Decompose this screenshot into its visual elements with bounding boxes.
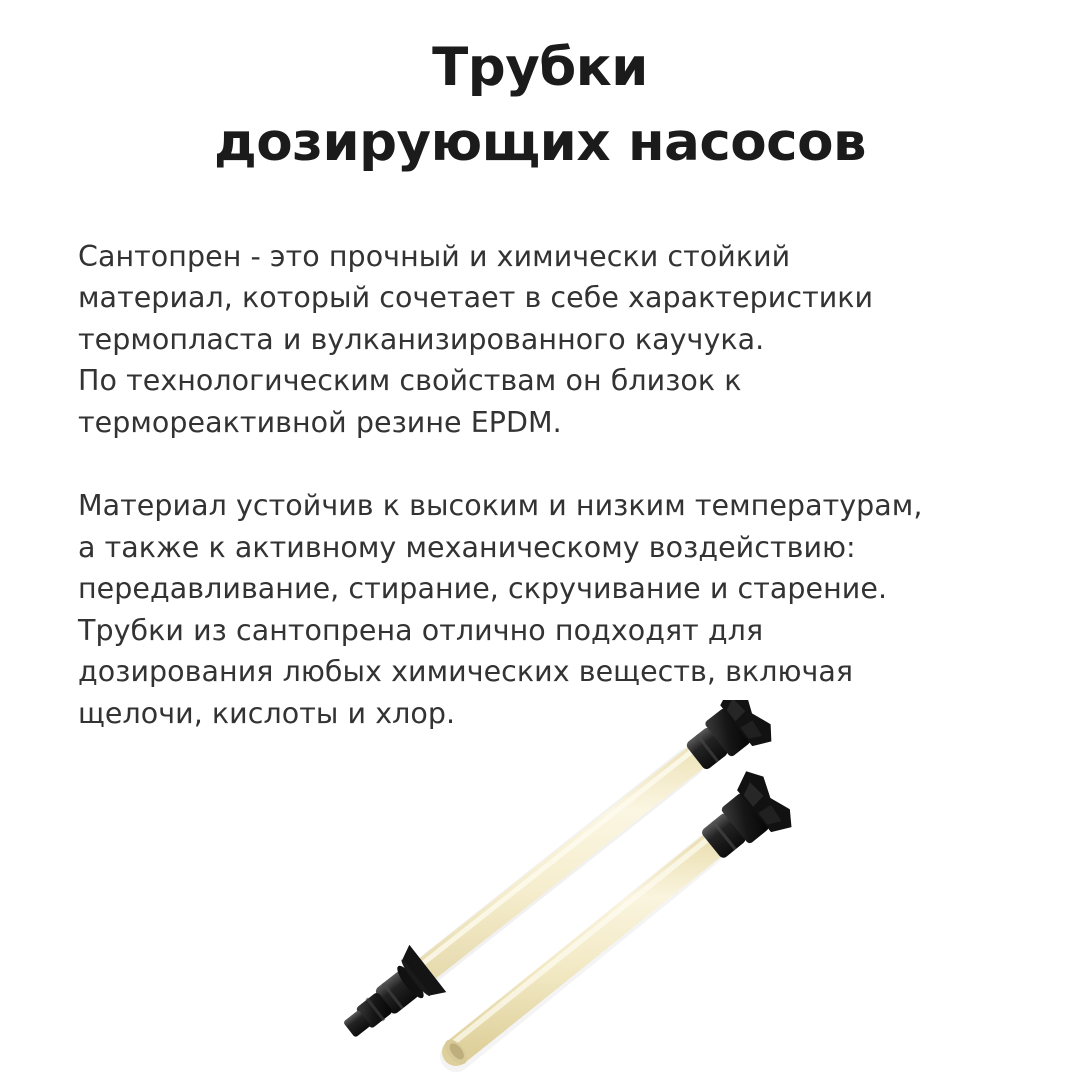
- paragraph-line: дозирования любых химических веществ, включая: [78, 655, 854, 689]
- product-photo: [270, 700, 1080, 1080]
- paragraph-line: передавливание, стирание, скручивание и старение.: [78, 572, 888, 606]
- paragraph-line: а также к активному механическому воздействию:: [78, 530, 856, 564]
- paragraph-line: материал, который сочетает в себе характеристики: [78, 281, 874, 315]
- paragraph-line: щелочи, кислоты и хлор.: [78, 696, 456, 730]
- paragraph-line: Материал устойчив к высоким и низким температурам,: [78, 489, 923, 523]
- tube-upper: [331, 700, 780, 1054]
- paragraph-line: Сантопрен - это прочный и химически стойкий: [78, 240, 791, 273]
- page-title: [0, 30, 1080, 181]
- page-title-line-2: дозирующих насосов: [213, 112, 867, 174]
- paragraph-line: термореактивной резине EPDM.: [78, 405, 562, 439]
- paragraph-line: Трубки из сантопрена отлично подходят для: [78, 613, 764, 647]
- paragraph-line: По технологическим свойствам он близок к: [78, 364, 742, 398]
- page-title-line-1: Трубки: [432, 37, 648, 98]
- paragraph-material-properties: [78, 485, 1018, 734]
- body-text: [78, 236, 1018, 734]
- paragraph-line: термопласта и вулканизированного каучука.: [78, 322, 765, 356]
- paragraph-material-description: [78, 236, 1018, 443]
